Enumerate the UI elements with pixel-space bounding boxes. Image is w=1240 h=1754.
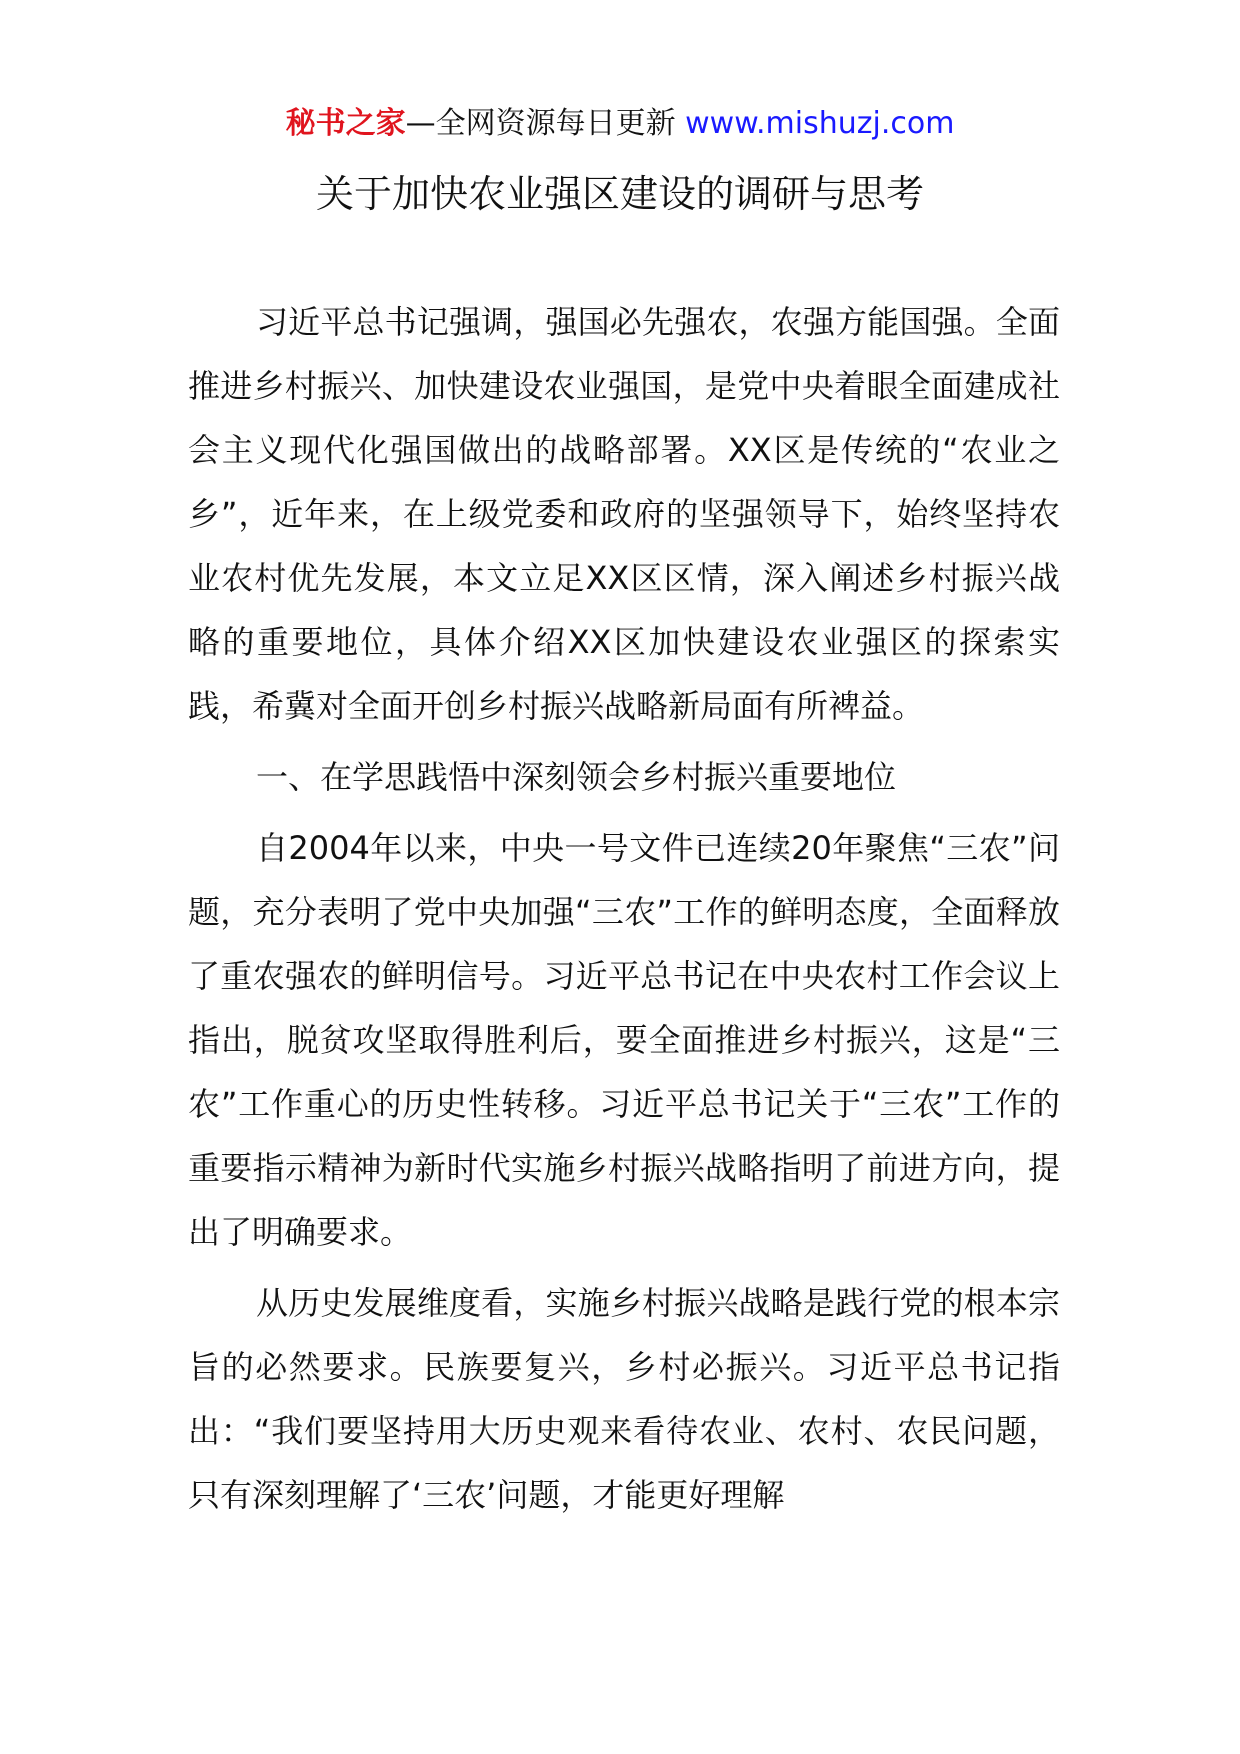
document-body xyxy=(188,290,1060,1534)
header-tagline: —全网资源每日更新 xyxy=(405,106,686,141)
site-header xyxy=(0,102,1240,146)
brand-name: 秘书之家 xyxy=(285,106,406,141)
site-url-link[interactable]: www.mishuzj.com xyxy=(685,106,955,141)
section-1-paragraph-1: 自2004年以来，中央一号文件已连续20年聚焦“三农”问题，充分表明了党中央加强“三农”工作的鲜明态度，全面释放了重农强农的鲜明信号。习近平总书记在中央农村工作会议上指出，脱贫攻坚取得胜利后，要全面推进乡村振兴，这是“三农”工作重心的历史性转移。习近平总书记关于“三农”工作的重要指示精神为新时代实施乡村振兴战略指明了前进方向，提出了明确要求。 xyxy=(188,829,1060,1251)
section-heading-1: 一、在学思践悟中深刻领会乡村振兴重要地位 xyxy=(256,758,897,796)
intro-paragraph: 习近平总书记强调，强国必先强农，农强方能国强。全面推进乡村振兴、加快建设农业强国，是党中央着眼全面建成社会主义现代化强国做出的战略部署。XX区是传统的“农业之乡”，近年来，在上级党委和政府的坚强领导下，始终坚持农业农村优先发展，本文立足XX区区情，深入阐述乡村振兴战略的重要地位，具体介绍XX区加快建设农业强区的探索实践，希冀对全面开创乡村振兴战略新局面有所裨益。 xyxy=(188,303,1060,725)
section-1-paragraph-2: 从历史发展维度看，实施乡村振兴战略是践行党的根本宗旨的必然要求。民族要复兴，乡村必振兴。习近平总书记指出：“我们要坚持用大历史观来看待农业、农村、农民问题，只有深刻理解了‘三农’问题，才能更好理解 xyxy=(188,1284,1060,1514)
document-title: 关于加快农业强区建设的调研与思考 xyxy=(315,172,924,216)
